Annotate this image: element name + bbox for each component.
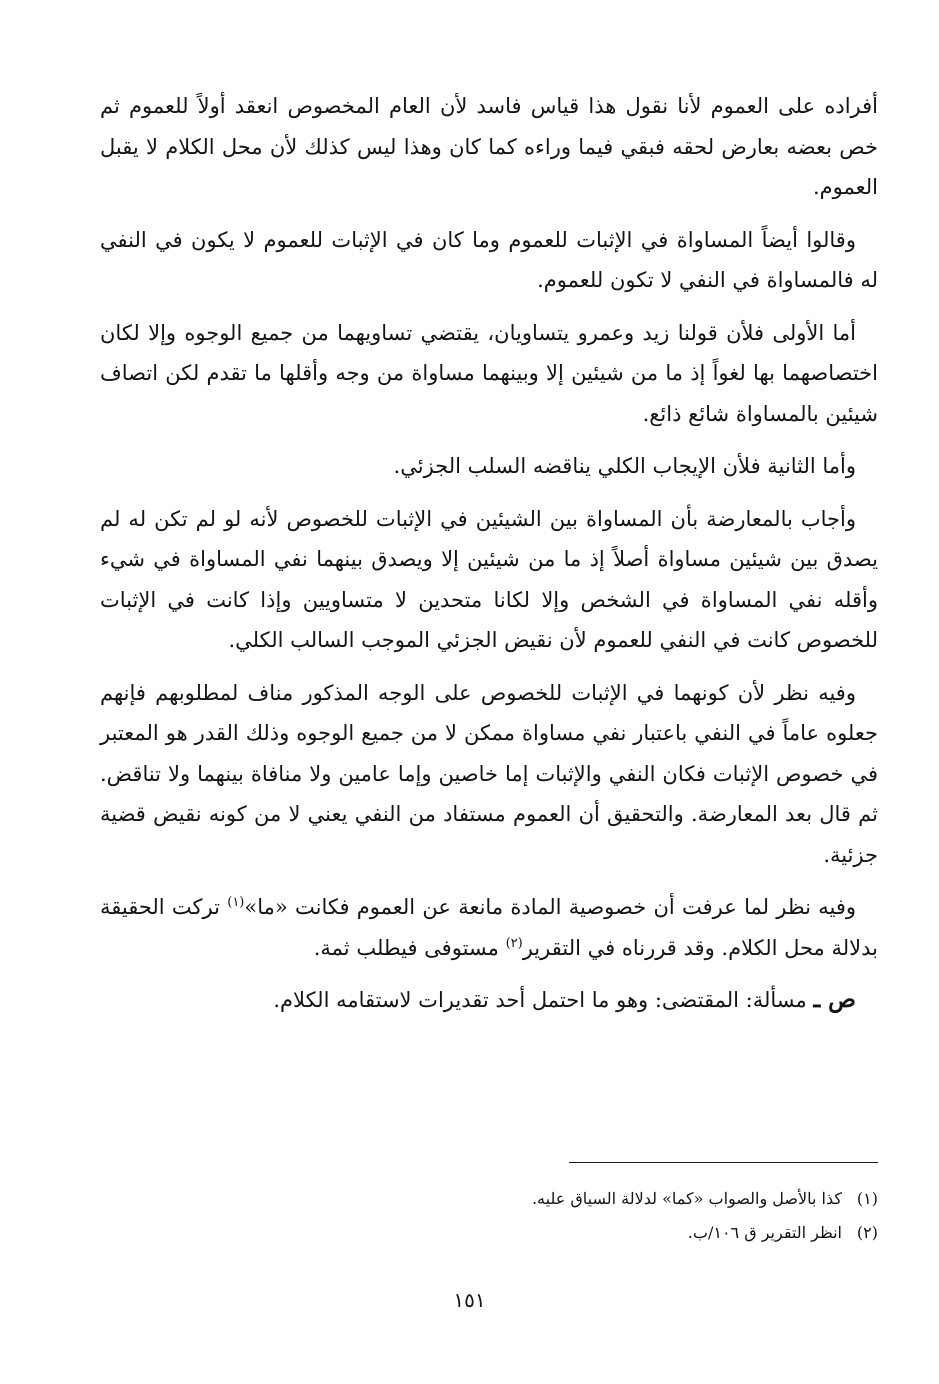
paragraph-3: أما الأولى فلأن قولنا زيد وعمرو يتساويان، يقتضي تساويهما من جميع الوجوه وإلا لكان اختصاصهما بها لغواً إذ ما من شيئين إلا وبينهما مساواة من وجه وأقلها ما تقدم لكن اتصاف شيئين بالمساواة شائع ذائع. <box>100 320 878 426</box>
paragraph-7-part-2: تركت الحقيقة بدلالة محل الكلام. وقد قررناه في التقرير <box>100 895 878 960</box>
footnote-2-number: (٢) <box>856 1223 878 1242</box>
paragraph-7-part-1: وفيه نظر لما عرفت أن خصوصية المادة مانعة عن العموم فكانت «ما» <box>244 895 856 919</box>
footnotes <box>100 1182 878 1250</box>
page-number: ١٥١ <box>453 1288 486 1312</box>
sad-marker: ص ـ <box>813 986 856 1013</box>
footnote-2-text: انظر التقرير ق ١٠٦/ب. <box>687 1223 842 1242</box>
footnote-ref-2: (٢) <box>505 935 523 951</box>
paragraph-5: وأجاب بالمعارضة بأن المساواة بين الشيئين في الإثبات للخصوص لأنه لو لم تكن له لم يصدق بين شيئين مساواة أصلاً إذ ما من شيئين إلا ويصدق بينهما نفي المساواة في شيء وأقله نفي المساواة في الشخص وإلا لكانا متحدين لا متساويين وإذا كانت في الإثبات للخصوص كانت في النفي للعموم لأن نقيض الجزئي الموجب السالب الكلي. <box>100 506 878 652</box>
paragraph-6: وفيه نظر لأن كونهما في الإثبات للخصوص على الوجه المذكور مناف لمطلوبهم فإنهم جعلوه عاماً في النفي باعتبار نفي مساواة ممكن لا من جميع الوجوه وذلك القدر هو المعتبر في خصوص الإثبات فكان النفي والإثبات إما خاصين وإما عامين ولا منافاة بينهما ولا تناقض. ثم قال بعد المعارضة. والتحقيق أن العموم مستفاد من النفي يعني لا من كونه نقيض قضية جزئية. <box>100 680 878 867</box>
paragraph-1: أفراده على العموم لأنا نقول هذا قياس فاسد لأن العام المخصوص انعقد أولاً للعموم ثم خص بعضه بعارض لحقه فبقي فيما وراءه كما كان وهذا ليس كذلك لأن محل الكلام لا يقبل العموم. <box>100 94 878 199</box>
paragraph-7-part-3: مستوفى فيطلب ثمة. <box>313 935 506 960</box>
footnote-divider <box>569 1162 878 1163</box>
main-text <box>100 86 878 1033</box>
footnote-1-number: (١) <box>856 1189 878 1208</box>
paragraph-2: وقالوا أيضاً المساواة في الإثبات للعموم وما كان في الإثبات للعموم لا يكون في النفي له فالمساواة في النفي لا تكون للعموم. <box>100 227 878 292</box>
footnote-2 <box>100 1216 878 1250</box>
masala-paragraph <box>100 980 878 1021</box>
masala-text: مسألة: المقتضى: وهو ما احتمل أحد تقديرات لاستقامه الكلام. <box>273 988 814 1012</box>
paragraph-4: وأما الثانية فلأن الإيجاب الكلي يناقضه السلب الجزئي. <box>393 454 856 478</box>
footnote-1 <box>100 1182 878 1216</box>
footnote-ref-1: (١) <box>227 895 245 910</box>
paragraph-7 <box>100 887 878 968</box>
footnote-1-text: كذا بالأصل والصواب «كما» لدلالة السياق عليه. <box>531 1189 842 1208</box>
